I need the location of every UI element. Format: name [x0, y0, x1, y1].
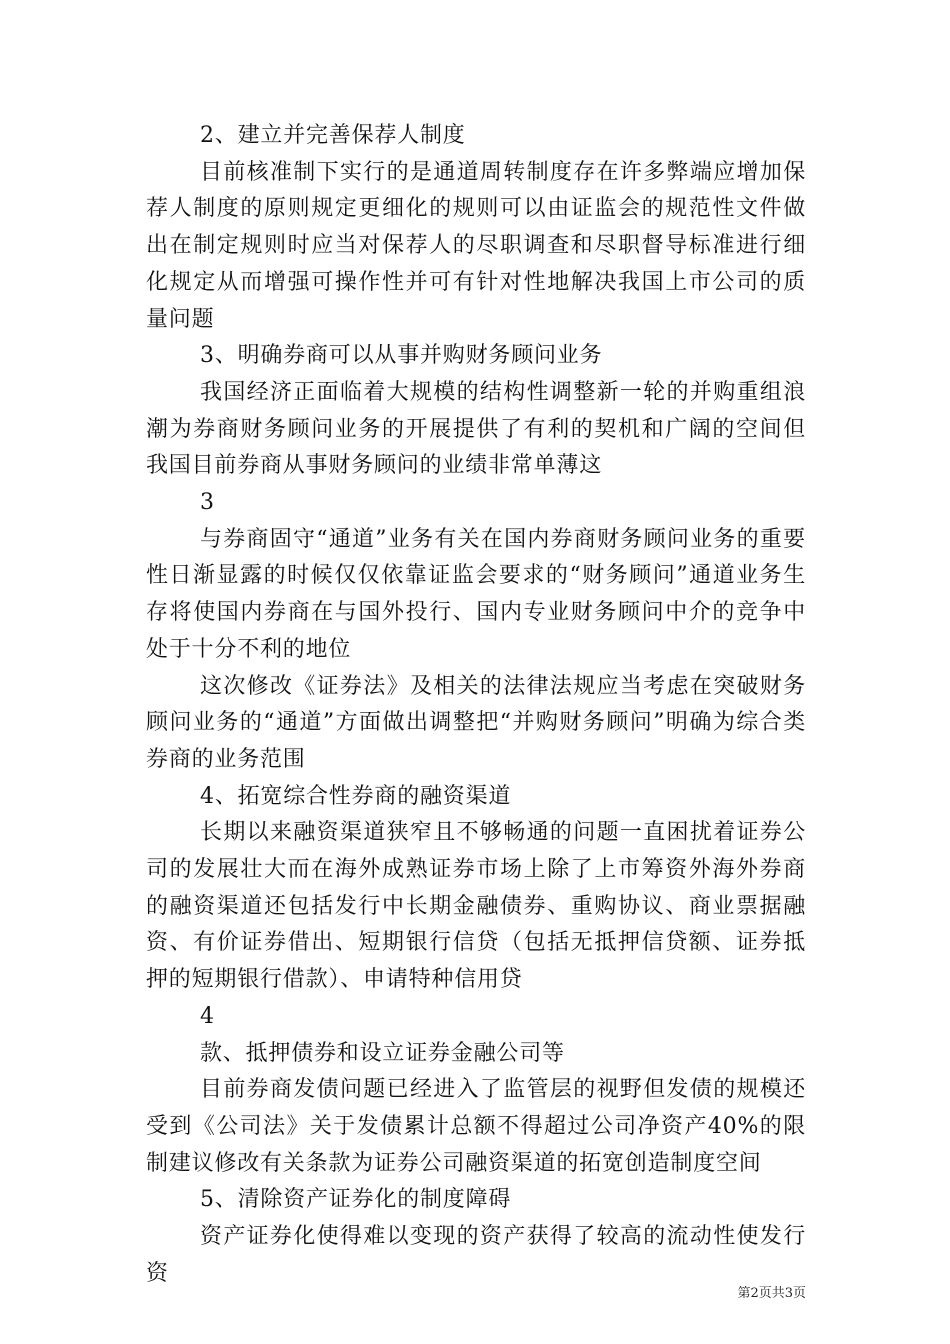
page-footer: 第2页共3页	[737, 1286, 806, 1301]
paragraph-channel-business: 与券商固守“通道”业务有关在国内券商财务顾问业务的重要性日渐显露的时候仅仅依靠证监会要求的“财务顾问”通道业务生存将使国内券商在与国外投行、国内专业财务顾问中介的竞争中处于十分不利的地位	[146, 526, 806, 662]
paragraph-financing-continued: 款、抵押债券和设立证券金融公司等	[200, 1040, 565, 1066]
inline-number-3: 3	[200, 490, 215, 516]
paragraph-securities-law-revision: 这次修改《证券法》及相关的法律法规应当考虑在突破财务顾问业务的“通道”方面做出调整把“并购财务顾问”明确为综合类券商的业务范围	[146, 673, 806, 772]
paragraph-sponsor-system: 目前核准制下实行的是通道周转制度存在许多弊端应增加保荐人制度的原则规定更细化的规则可以由证监会的规范性文件做出在制定规则时应当对保荐人的尽职调查和尽职督导标准进行细化规定从而增强可操作性并可有针对性地解决我国上市公司的质量问题	[146, 159, 806, 332]
inline-number-4: 4	[200, 1003, 215, 1029]
heading-sponsor-system: 2、建立并完善保荐人制度	[200, 123, 466, 148]
heading-ma-advisory: 3、明确券商可以从事并购财务顾问业务	[200, 343, 603, 369]
heading-asset-securitization: 5、清除资产证券化的制度障碍	[200, 1187, 512, 1213]
paragraph-ma-advisory: 我国经济正面临着大规模的结构性调整新一轮的并购重组浪潮为券商财务顾问业务的开展提供了有利的契机和广阔的空间但我国目前券商从事财务顾问的业绩非常单薄这	[146, 379, 806, 479]
document-body	[146, 118, 806, 1293]
heading-financing-channels: 4、拓宽综合性券商的融资渠道	[200, 783, 512, 809]
paragraph-asset-securitization: 资产证券化使得难以变现的资产获得了较高的流动性使发行资	[146, 1224, 806, 1286]
paragraph-financing-channels: 长期以来融资渠道狭窄且不够畅通的问题一直困扰着证券公司的发展壮大而在海外成熟证券市场上除了上市筹资外海外券商的融资渠道还包括发行中长期金融债券、重购协议、商业票据融资、有价证券借出、短期银行信贷（包括无抵押信贷额、证券抵押的短期银行借款）、申请特种信用贷	[146, 820, 806, 993]
paragraph-bond-issuance: 目前券商发债问题已经进入了监管层的视野但发债的规模还受到《公司法》关于发债累计总额不得超过公司净资产40%的限制建议修改有关条款为证券公司融资渠道的拓宽创造制度空间	[146, 1077, 806, 1176]
